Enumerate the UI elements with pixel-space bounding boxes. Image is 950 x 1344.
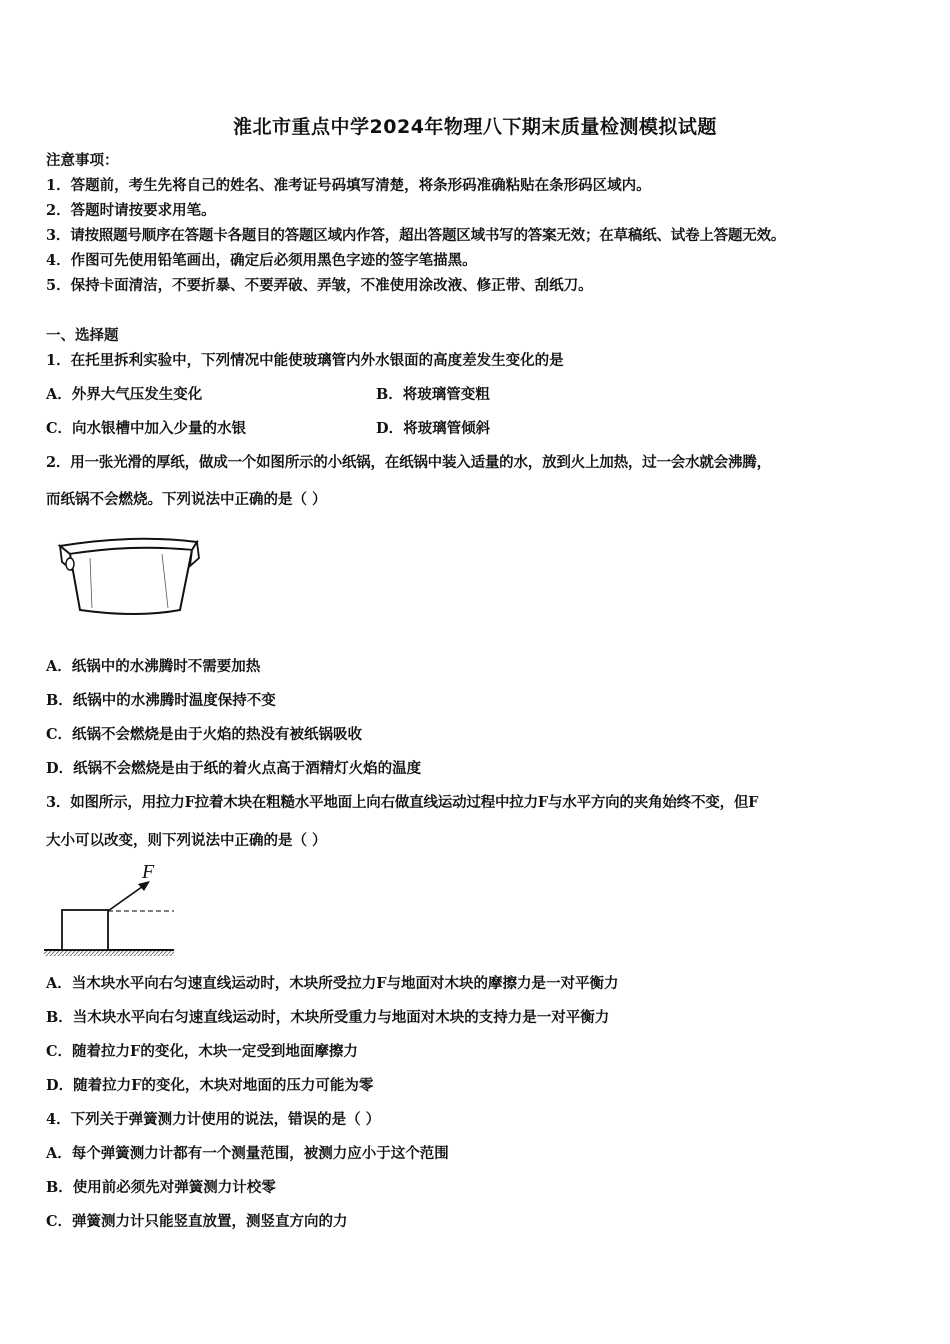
q1-option-c: C．向水银槽中加入少量的水银: [46, 420, 247, 437]
page-title: 淮北市重点中学2024年物理八下期末质量检测模拟试题: [233, 116, 717, 138]
q3-option-a: A．当木块水平向右匀速直线运动时，木块所受拉力F与地面对木块的摩擦力是一对平衡力: [46, 975, 619, 992]
q3-stem-line1: 3．如图所示，用拉力F拉着木块在粗糙水平地面上向右做直线运动过程中拉力F与水平方向的夹角始终不变，但F: [46, 794, 759, 811]
q4-option-a: A．每个弹簧测力计都有一个测量范围，被测力应小于这个范围: [46, 1145, 449, 1162]
q2-stem-line2: 而纸锅不会燃烧。下列说法中正确的是（ ）: [46, 491, 327, 508]
q3-stem-line2: 大小可以改变，则下列说法中正确的是（ ）: [46, 832, 327, 849]
q2-stem-line1: 2．用一张光滑的厚纸，做成一个如图所示的小纸锅，在纸锅中装入适量的水，放到火上加热，过一会水就会沸腾，: [46, 454, 771, 471]
notice-item-4: 4．作图可先使用铅笔画出，确定后必须用黑色字迹的签字笔描黑。: [46, 252, 477, 269]
q4-option-b: B．使用前必须先对弹簧测力计校零: [46, 1179, 276, 1196]
paper-pot-figure: [52, 532, 202, 620]
force-block-figure: [44, 858, 180, 958]
q2-option-c: C．纸锅不会燃烧是由于火焰的热没有被纸锅吸收: [46, 726, 363, 743]
notice-item-1: 1．答题前，考生先将自己的姓名、准考证号码填写清楚，将条形码准确粘贴在条形码区域内。: [46, 177, 651, 194]
q2-option-d: D．纸锅不会燃烧是由于纸的着火点高于酒精灯火焰的温度: [46, 760, 422, 777]
notice-item-3: 3．请按照题号顺序在答题卡各题目的答题区域内作答，超出答题区域书写的答案无效；在草稿纸、试卷上答题无效。: [46, 227, 786, 244]
notice-heading: 注意事项：: [46, 152, 119, 169]
q3-option-c: C．随着拉力F的变化，木块一定受到地面摩擦力: [46, 1043, 358, 1060]
q2-option-a: A．纸锅中的水沸腾时不需要加热: [46, 658, 261, 675]
notice-item-2: 2．答题时请按要求用笔。: [46, 202, 216, 219]
notice-item-5: 5．保持卡面清洁，不要折暴、不要弄破、弄皱，不准使用涂改液、修正带、刮纸刀。: [46, 277, 593, 294]
q1-stem: 1．在托里拆利实验中，下列情况中能使玻璃管内外水银面的高度差发生变化的是: [46, 352, 564, 369]
q1-option-d: D．将玻璃管倾斜: [376, 420, 491, 437]
q1-option-a: A．外界大气压发生变化: [46, 386, 203, 403]
q4-option-c: C．弹簧测力计只能竖直放置，测竖直方向的力: [46, 1213, 348, 1230]
q2-option-b: B．纸锅中的水沸腾时温度保持不变: [46, 692, 276, 709]
q4-stem: 4．下列关于弹簧测力计使用的说法，错误的是（ ）: [46, 1111, 381, 1128]
section-heading: 一、选择题: [46, 327, 119, 344]
q3-option-b: B．当木块水平向右匀速直线运动时，木块所受重力与地面对木块的支持力是一对平衡力: [46, 1009, 610, 1026]
q1-option-b: B．将玻璃管变粗: [376, 386, 490, 403]
force-label: F: [142, 861, 155, 883]
q3-option-d: D．随着拉力F的变化，木块对地面的压力可能为零: [46, 1077, 374, 1094]
